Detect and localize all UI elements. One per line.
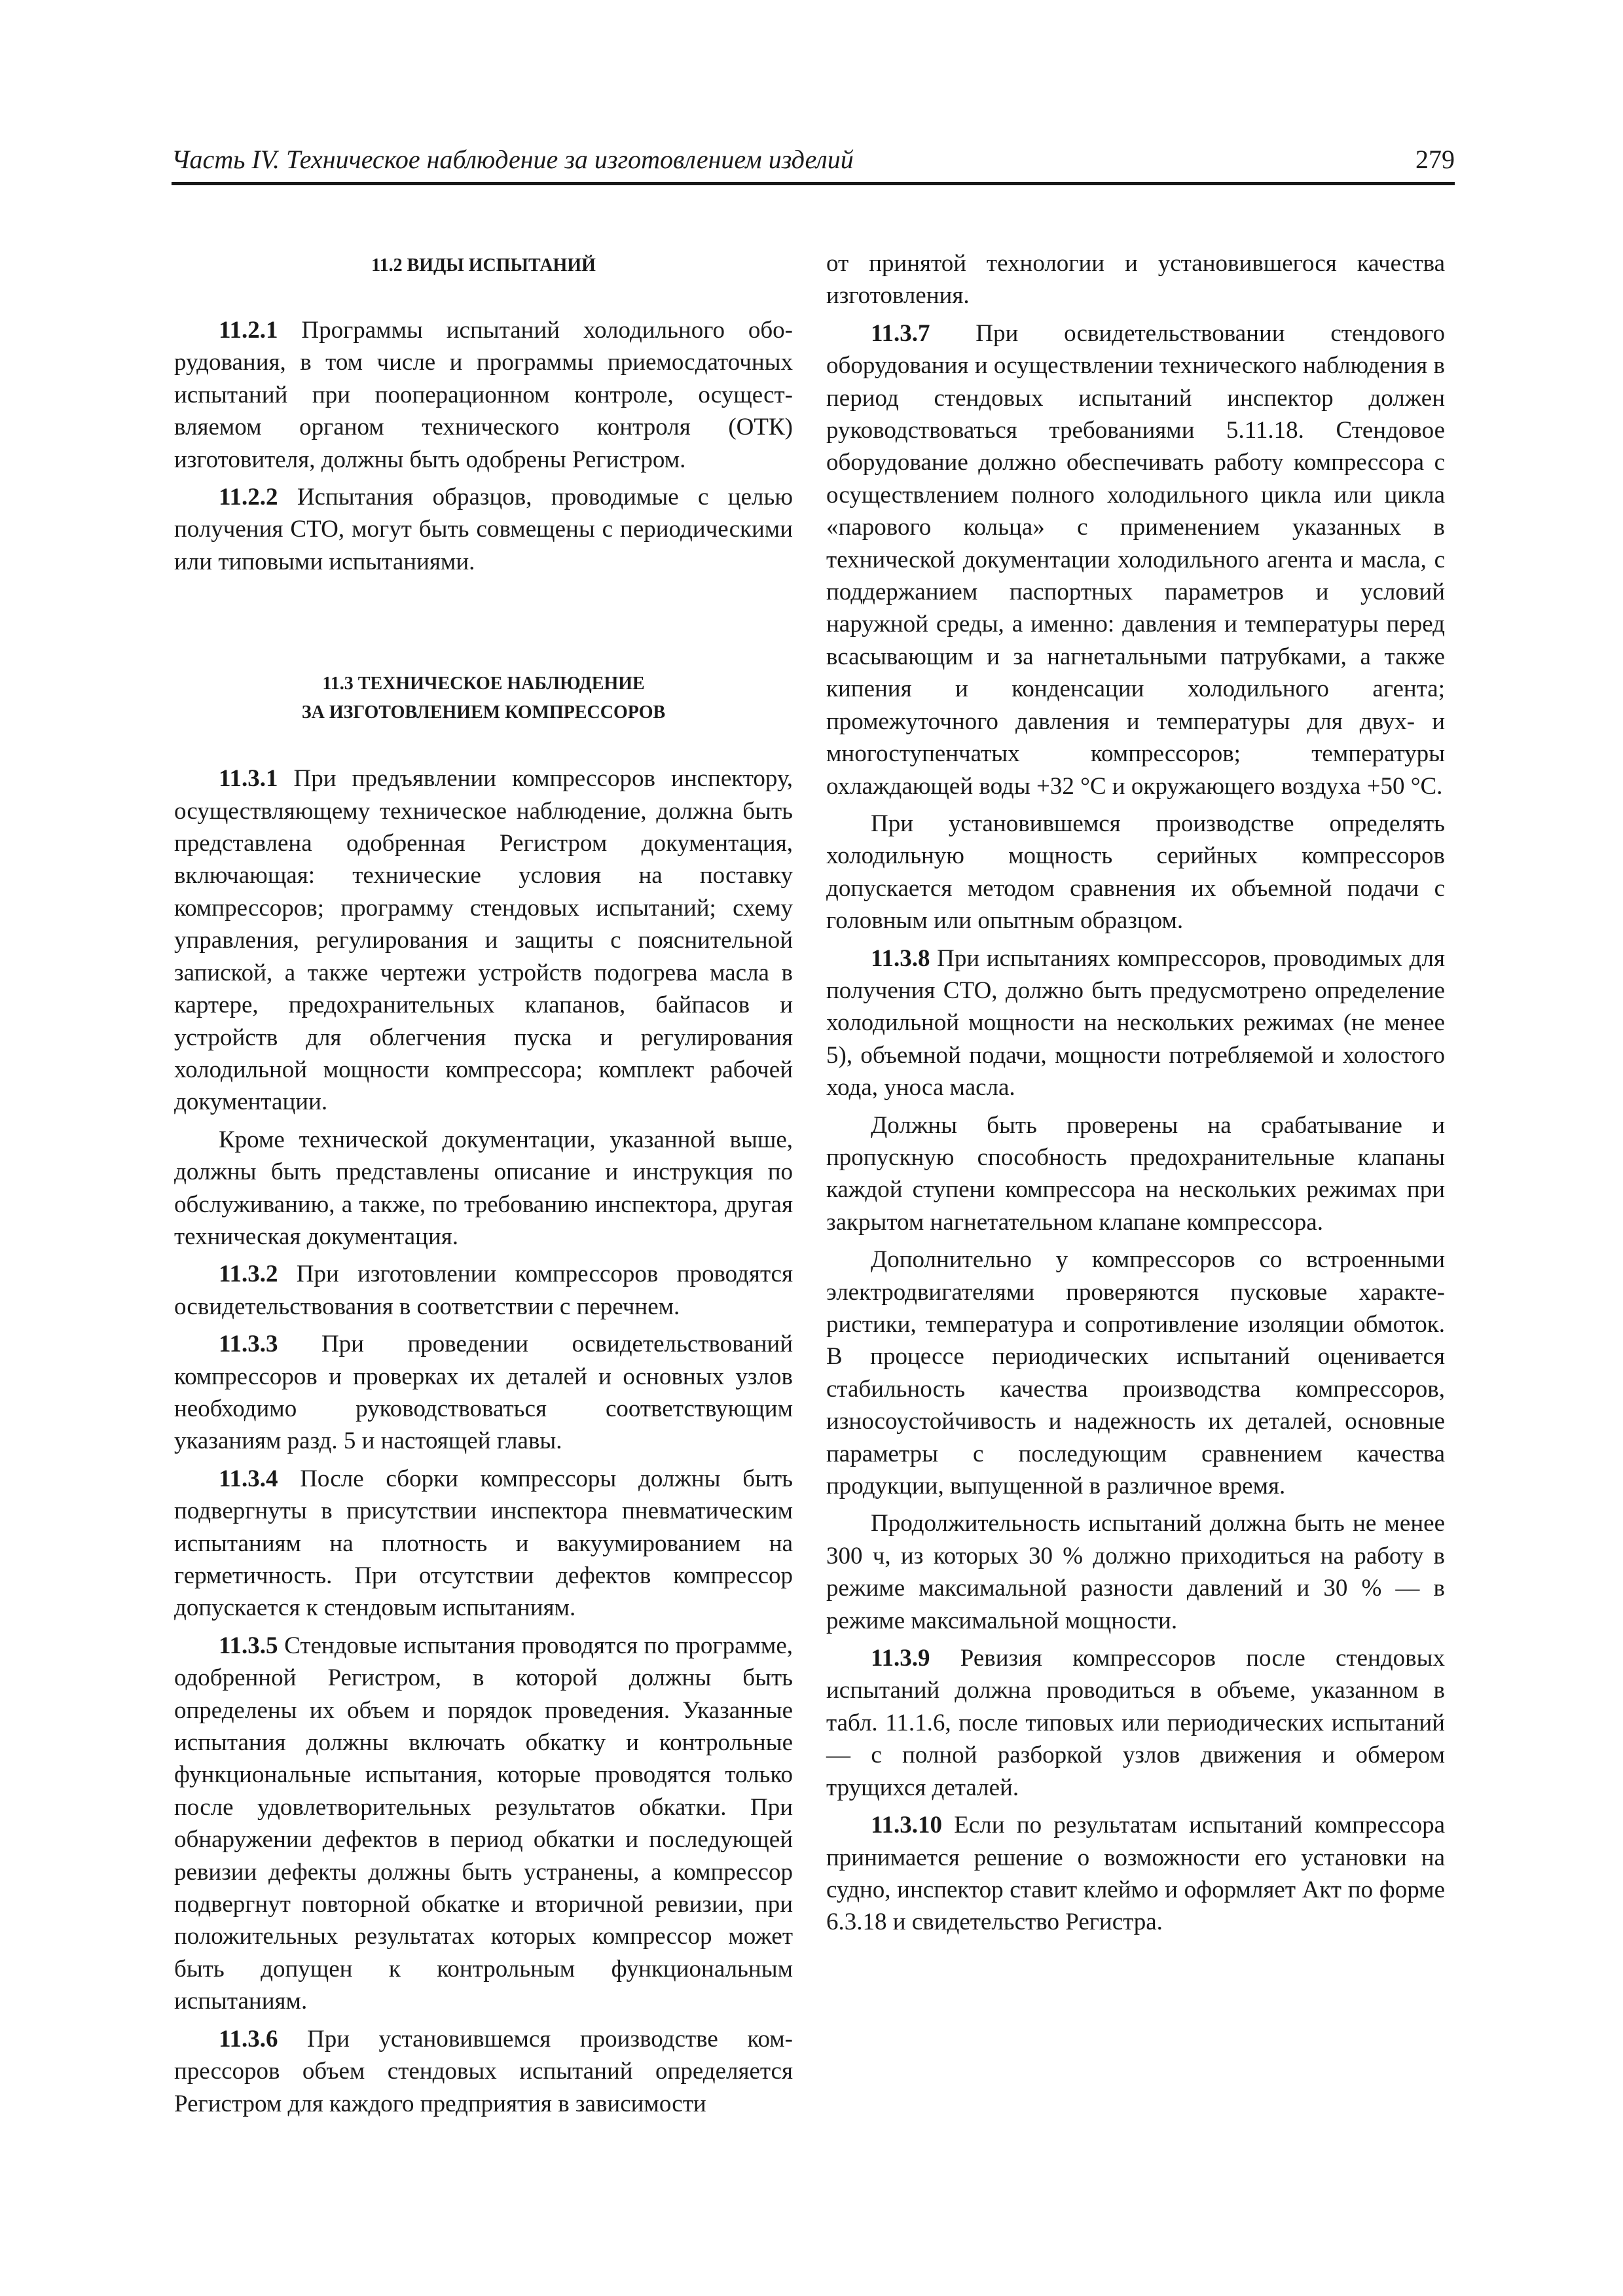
paragraph-11-3-10: [826, 1809, 1445, 1939]
left-column: [174, 247, 793, 2120]
paragraph-11-3-2: [174, 1258, 793, 1323]
running-title: Часть IV. Техническое наблюдение за изготовлением изделий: [172, 145, 854, 174]
paragraph-text: При предъявлении компрессоров инспектору, осуществляющему техническое наблюдение, должна быть представлена одобренная Регистром документация, включающая: технические условия на поставку компрессоров; программу стендовых испытаний; схему управления, регулирования и защиты с пояснительной запиской, а также чертежи устройств подогрева масла в картере, предохранительных клапанов, байпасов и устройств для облегчения пуска и регулирования холодильной мощности компрессора; комплект рабочей документации.: [174, 765, 793, 1116]
paragraph-11-3-1: [174, 762, 793, 1118]
heading-line: ЗА ИЗГОТОВЛЕНИЕМ КОМПРЕССОРОВ: [301, 702, 666, 723]
paragraph-motors: Дополнительно у компрессоров со встроенными электродвигателями проверяются пусковые характеристики, температура и сопротивление изоляции обмоток. В процессе периодических испытаний оценивается стабильность качества производства компрессоров, износоустойчивость и надежность их деталей, основные параметры с последующим сравнением качества продукции, выпущенной в различное время.: [826, 1246, 1445, 1500]
paragraph-11-3-3: [174, 1328, 793, 1458]
paragraph-11-3-8: [826, 942, 1445, 1104]
section-heading-11-2: 11.2 ВИДЫ ИСПЫТАНИЙ: [371, 255, 596, 276]
paragraph-text: После сборки компрессоры должны быть подвергнуты в присутствии инспектора пневматическим испытаниям на плотность и вакуумированием на герметичность. При отсутствии дефектов компрессор допускается к стендовым испытаниям.: [174, 1465, 793, 1622]
paragraph-text: Испытания образцов, проводимые с целью получения СТО, могут быть совмещены с периодическими или типовыми испытаниями.: [174, 484, 793, 575]
clause-number: 11.3.4: [219, 1465, 278, 1492]
heading-line: 11.3 ТЕХНИЧЕСКОЕ НАБЛЮДЕНИЕ: [322, 673, 645, 694]
paragraph-text: Программы испытаний холодильного оборудования, в том числе и программы приемосдаточных испытаний при пооперационном контроле, осуществляемом органом технического контроля (ОТК) изготовителя, должны быть одобрены Регистром.: [174, 317, 793, 473]
paragraph-continuation: от принятой технологии и установившегося качества изготовления.: [826, 250, 1445, 310]
clause-number: 11.3.7: [871, 319, 930, 347]
clause-number: 11.3.6: [219, 2025, 278, 2053]
paragraph-text: При испытаниях компрессоров, проводимых для получения СТО, должно быть предусмотрено определение холодильной мощности на нескольких режимах (не менее 5), объемной подачи, мощности потребляемой и холостого хода, уноса масла.: [826, 944, 1445, 1102]
paragraph-11-3-6: [174, 2023, 793, 2120]
paragraph-text: Ревизия компрессоров после стендовых испытаний должна проводиться в объеме, указанном в табл. 11.1.6, после типовых или периодических испытаний — с полной разборкой узлов движения и обмером трущихся деталей.: [826, 1645, 1445, 1801]
paragraph-text: Если по результатам испытаний компрессора принимается решение о возможности его установки на судно, инспектор ставит клеймо и оформляет Акт по форме 6.3.18 и свидетельство Регистра.: [826, 1812, 1445, 1936]
paragraph-11-3-9: [826, 1642, 1445, 1804]
paragraph-text: При изготовлении компрессоров проводятся освидетельствования в соответствии с перечнем.: [174, 1261, 793, 1320]
paragraph-text: При установившемся производстве компрессоров объем стендовых испытаний определяется Регистром для каждого предприятия в зависимости: [174, 2025, 793, 2117]
paragraph-11-3-5: [174, 1630, 793, 2018]
clause-number: 11.2.1: [219, 317, 278, 344]
section-heading-11-3: [174, 670, 793, 727]
paragraph-capacity: При установившемся производстве определять холодильную мощность серийных компрессоров допускается методом сравнения их объемной подачи с головным или опытным образцом.: [826, 810, 1445, 935]
paragraph-text: При проведении освидетельствований компрессоров и проверках их деталей и основных узлов необходимо руководствоваться соответствующим указаниям разд. 5 и настоящей главы.: [174, 1331, 793, 1455]
paragraph-documentation: Кроме технической документации, указанной выше, должны быть представлены описание и инструкция по обслуживанию, а также, по требованию инспектора, другая техническая документация.: [174, 1126, 793, 1250]
running-header: [172, 143, 1455, 185]
section-spacer: [174, 578, 793, 670]
right-column: [826, 247, 1445, 1939]
paragraph-text: Стендовые испытания проводятся по программе, одобренной Регистром, в которой должны быть определены их объем и порядок проведения. Указанные испытания должны включать обкатку и контрольные функциональные испытания, которые проводятся только после удовлетворительных результатов обкатки. При обнаружении дефектов в период обкатки и последующей ревизии дефекты должны быть устранены, а компрессор подвергнут повторной обкатке и вторичной ревизии, при положительных результатах которых компрессор может быть допущен к контрольным функциональным испытаниям.: [174, 1632, 793, 2015]
clause-number: 11.3.9: [871, 1645, 930, 1672]
paragraph-11-2-1: [174, 314, 793, 476]
clause-number: 11.3.10: [871, 1812, 942, 1839]
clause-number: 11.2.2: [219, 484, 278, 511]
clause-number: 11.3.1: [219, 765, 278, 793]
paragraph-duration: Продолжительность испытаний должна быть не менее 300 ч, из которых 30 % должно приходиться на работу в режиме максимальной разности давлений и 30 % — в режиме максимальной мощности.: [826, 1510, 1445, 1634]
paragraph-11-2-2: [174, 481, 793, 578]
paragraph-safety-valves: Должны быть проверены на срабатывание и пропускную способность предохранительные клапаны каждой ступени компрессора на нескольких режимах при закрытом нагнетательном клапане компрессора.: [826, 1111, 1445, 1236]
clause-number: 11.3.2: [219, 1261, 278, 1288]
paragraph-11-3-7: [826, 317, 1445, 802]
clause-number: 11.3.8: [871, 944, 930, 972]
page-number: 279: [1415, 145, 1455, 174]
paragraph-text: При освидетельствовании стендового оборудования и осуществлении технического наблюдения в период стендовых испытаний инспектор должен руководствоваться требованиями 5.11.18. Стендовое оборудование должно обеспечивать работу компрессора с осуществлением полного холодильного цикла или цикла «парового кольца» с применением указанных в технической документации холодильного агента и масла, с поддержанием паспортных параметров и условий наружной среды, а именно: давления и температуры перед всасывающим и за нагнетальными патрубками, а также кипения и конденсации холодильного агента; промежуточного давления и температуры для двух- и многоступенчатых компрессоров; температуры охлаждающей воды +32 °С и окружающего воздуха +50 °С.: [826, 319, 1445, 800]
clause-number: 11.3.5: [219, 1632, 278, 1659]
paragraph-11-3-4: [174, 1463, 793, 1624]
clause-number: 11.3.3: [219, 1331, 278, 1358]
